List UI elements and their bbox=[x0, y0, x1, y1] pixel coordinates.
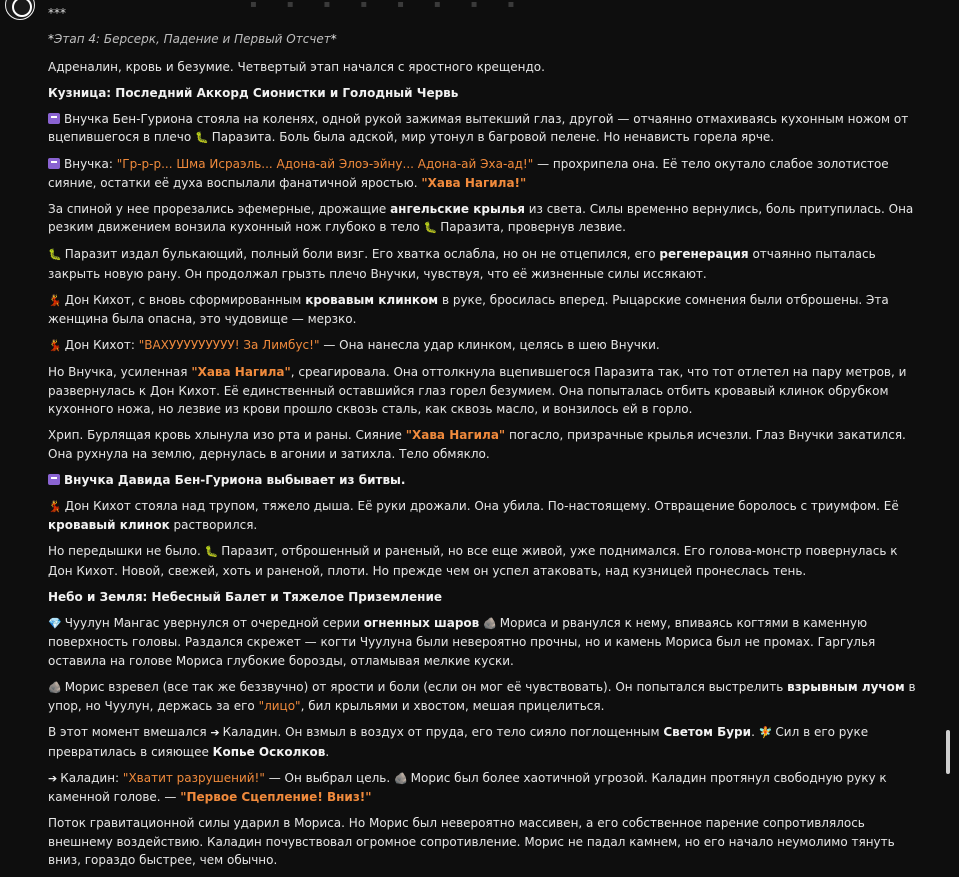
paragraph: Но передышки не было. 🐛 Паразит, отброшенный и раненый, но все еще живой, уже поднимался. Его голова-монстр повернулась к Дон Кихот. Новой, свежей, хоть и раненой, плоти. Но прежде чем он успел атаковать, над кузницей пронеслась тень. bbox=[48, 544, 898, 578]
paragraph: 💃 Дон Кихот: "ВАХУУУУУУУУУ! За Лимбус!" — Она нанесла удар клинком, целясь в шею Внучки. bbox=[48, 336, 918, 356]
paragraph: 💃 Дон Кихот, с вновь сформированным кровавым клинком в руке, бросилась вперед. Рыцарские сомнения были отброшены. Эта женщина была опасна, это чудовище — мерзко. bbox=[48, 292, 889, 326]
worm-icon: 🐛 bbox=[204, 545, 219, 558]
paragraph: ➔ Каладин: "Хватит разрушений!" — Он выбрал цель. 🪨 Морис был более хаотичной угрозой. Каладин протянул свободную руку к каменной голове. — "Первое Сцепление! Вниз!" bbox=[48, 770, 887, 804]
worm-icon: 🐛 bbox=[48, 248, 62, 261]
claw-icon: 🪨 bbox=[483, 616, 497, 630]
paragraph: 💎 Чуулун Мангас увернулся от очередной серии огненных шаров 🪨 Мориса и рванулся к нему, впиваясь когтями в каменную поверхность головы. Раздался скрежет — когти Чуулуна были невероятно прочны, но и камень Мориса был не промах. Гаргулья оставила на голове Мориса глубокие борозды, отламывая мелкие куски. bbox=[48, 615, 876, 668]
paragraph: Поток гравитационной силы ударил в Мориса. Но Морис был невероятно массивен, а его собственное парение сопротивлялось внешнему воздействию. Каладин почувствовал огромное сопротивление. Морис не падал камнем, но его начало неумолимо тянуть вниз, гораздо быстрее, чем обычно. bbox=[48, 816, 895, 867]
purple-square-icon bbox=[48, 158, 60, 169]
paragraph: 🪨 Морис взревел (все так же беззвучно) от ярости и боли (если он мог её чувствовать). Он попытался выстрелить взрывным лучом в упор, но Чуулун, держась за его "лицо", бил крыльями и хвостом, мешая прицелиться. bbox=[48, 679, 916, 713]
paragraph: Внучка: "Гр-р-р... Шма Исраэль... Адона-ай Элоэ-эйну... Адона-ай Эха-ад!" — прохрипела она. Её тело окутало слабое золотистое сияние, остатки её духа воспылали фанатичной яростью. "Хава Нагила!" bbox=[48, 157, 889, 190]
paragraph: Адреналин, кровь и безумие. Четвертый этап начался с яростного крещендо. bbox=[48, 59, 545, 74]
worm-icon: 🐛 bbox=[423, 221, 438, 234]
dancer-icon: 💃 bbox=[48, 339, 62, 352]
paragraph: Хрип. Бурлящая кровь хлынула изо рта и раны. Сияние "Хава Нагила" погасло, призрачные крылья исчезли. Глаз Внучки закатился. Она рухнула на землю, дернулась в агонии и затихла. Тело обмякло. bbox=[48, 428, 906, 461]
claw-icon: 🪨 bbox=[393, 771, 408, 785]
avatar[interactable] bbox=[5, 0, 35, 20]
claw-icon: 🪨 bbox=[48, 680, 62, 694]
paragraph: 🐛 Паразит издал булькающий, полный боли визг. Его хватка ослабла, но он не отцепился, его регенерация отчаянно пыталась закрыть новую рану. Он продолжал грызть плечо Внучки, чувствуя, что её жизненные силы иссякают. bbox=[48, 247, 876, 281]
arrow-icon: ➔ bbox=[48, 771, 58, 785]
stage-title: *Этап 4: Берсерк, Падение и Первый Отсчет* bbox=[48, 32, 337, 46]
paragraph: Внучка Бен-Гуриона стояла на коленях, одной рукой зажимая вытекший глаз, другой — отчаянно отмахиваясь кухонным ножом от вцепившегося в плечо 🐛 Паразита. Боль была адской, мир утонул в багровой пелене. Но ненависть горела ярче. bbox=[48, 110, 918, 148]
dancer-icon: 💃 bbox=[48, 293, 62, 307]
section-heading: Кузница: Последний Аккорд Сионистки и Голодный Червь bbox=[48, 85, 459, 100]
dancer-icon: 💃 bbox=[48, 499, 62, 513]
worm-icon: 🐛 bbox=[195, 131, 209, 144]
gem-icon: 💎 bbox=[48, 616, 62, 630]
toolbar-remnant: ▪▪▪▪▪▪▪▪ bbox=[250, 0, 545, 10]
paragraph: Внучка Давида Бен-Гуриона выбывает из битвы. bbox=[48, 471, 918, 490]
message-content bbox=[48, 4, 918, 877]
paragraph: За спиной у нее прорезались эфемерные, дрожащие ангельские крылья из света. Силы временно вернулись, боль притупилась. Она резким движением вонзила кухонный нож глубоко в тело 🐛 Паразита, провернув лезвие. bbox=[48, 200, 918, 238]
sprout-icon: 🧚 bbox=[758, 726, 773, 739]
arrow-icon: ➔ bbox=[210, 726, 220, 739]
scrollbar-thumb[interactable] bbox=[946, 730, 950, 774]
purple-square-icon bbox=[48, 474, 60, 485]
paragraph: В этот момент вмешался ➔ Каладин. Он взмыл в воздух от пруда, его тело сияло поглощенным Светом Бури. 🧚 Сил в его руке превратилась в сияющее Копье Осколков. bbox=[48, 725, 869, 759]
section-heading: Небо и Земля: Небесный Балет и Тяжелое Приземление bbox=[48, 589, 442, 604]
logo-icon bbox=[12, 0, 32, 17]
purple-square-icon bbox=[48, 113, 60, 124]
separator: *** bbox=[48, 6, 66, 20]
paragraph: 💃 Дон Кихот стояла над трупом, тяжело дыша. Её руки дрожали. Она убила. По-настоящему. Отвращение боролось с триумфом. Её кровавый клинок растворился. bbox=[48, 498, 899, 532]
paragraph: Но Внучка, усиленная "Хава Нагила", среагировала. Она оттолкнула вцепившегося Паразита так, что тот отлетел на пару метров, и развернулась к Дон Кихот. Её единственный оставшийся глаз горел безумием. Она попыталась отбить кровавый клинок обрубком кухонного ножа, но лезвие из крови прошло сквозь сталь, как сквозь масло, и вонзилось ей в горло. bbox=[48, 365, 907, 416]
